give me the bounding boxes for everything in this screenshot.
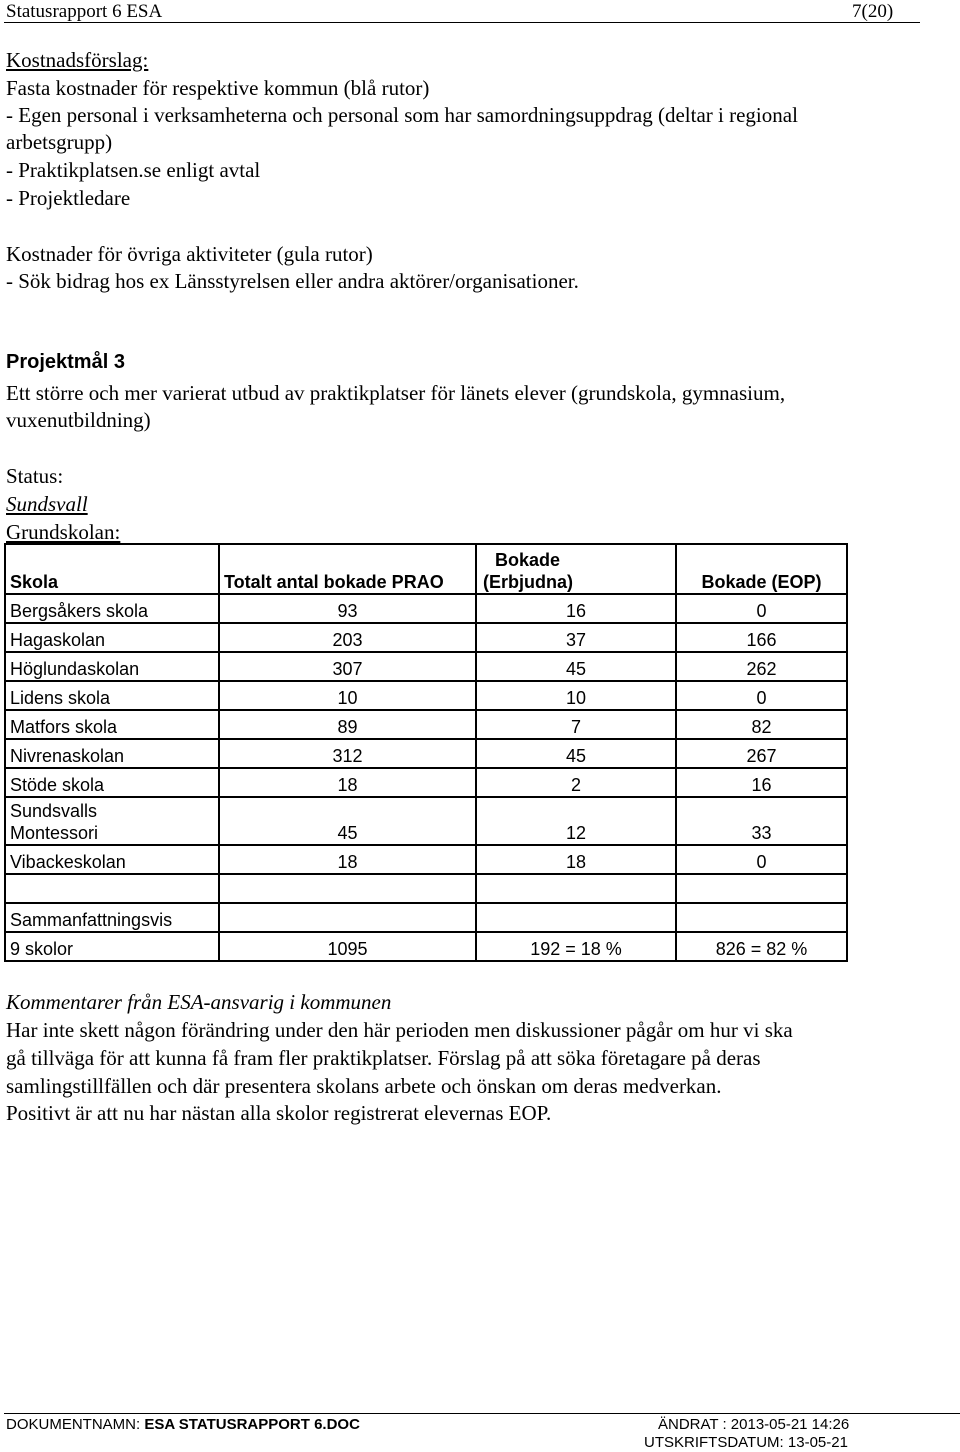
cell-summary-label: Sammanfattningsvis [5, 903, 219, 932]
cell-summary-offered: 192 = 18 % [476, 932, 676, 961]
cell-total: 307 [219, 652, 476, 681]
table-row [5, 768, 847, 797]
cell-total: 203 [219, 623, 476, 652]
cell-empty [476, 903, 676, 932]
header-booked-eop: Bokade (EOP) [676, 544, 847, 594]
other-costs-line: Kostnader för övriga aktiviteter (gula rutor) [6, 242, 373, 266]
costs-line: arbetsgrupp) [6, 130, 113, 154]
cell-summary-eop: 826 = 82 % [676, 932, 847, 961]
cell-offered: 16 [476, 594, 676, 623]
cell-eop: 0 [676, 594, 847, 623]
cell-empty [476, 874, 676, 903]
page-number: 7(20) [852, 1, 894, 22]
cell-empty [676, 874, 847, 903]
footer-doc-label: DOKUMENTNAMN: [6, 1416, 145, 1433]
footer-rule [4, 1413, 960, 1414]
cell-eop: 0 [676, 845, 847, 874]
comments-line: Positivt är att nu har nästan alla skolor registrerat elevernas EOP. [6, 1101, 552, 1125]
cell-empty [5, 874, 219, 903]
footer-printed: UTSKRIFTSDATUM: 13-05-21 [644, 1434, 848, 1451]
cell-offered: 2 [476, 768, 676, 797]
cell-eop: 262 [676, 652, 847, 681]
comments-line: gå tillväga för att kunna få fram fler praktikplatser. Förslag på att söka företagare på deras [6, 1046, 761, 1070]
costs-line: - Praktikplatsen.se enligt avtal [6, 158, 261, 182]
table-row-summary-label [5, 903, 847, 932]
cell-offered: 18 [476, 845, 676, 874]
header-booked-offered-line1: Bokade [495, 550, 561, 570]
cell-school: Nivrenaskolan [5, 739, 219, 768]
cell-school: Stöde skola [5, 768, 219, 797]
cell-school: Bergsåkers skola [5, 594, 219, 623]
cell-school: Sundsvalls Montessori [5, 797, 219, 845]
comments-heading: Kommentarer från ESA-ansvarig i kommunen [6, 990, 392, 1014]
cell-offered: 45 [476, 739, 676, 768]
cell-school: Höglundaskolan [5, 652, 219, 681]
goal-title: Projektmål 3 [6, 351, 125, 373]
header-booked-offered-line2: (Erbjudna) [483, 572, 573, 592]
table-row [5, 797, 847, 845]
header-booked-offered [476, 544, 676, 594]
cell-eop: 16 [676, 768, 847, 797]
header-rule [4, 22, 920, 23]
footer-changed: ÄNDRAT : 2013-05-21 14:26 [658, 1416, 850, 1433]
cell-eop: 0 [676, 681, 847, 710]
table-row [5, 845, 847, 874]
table-row [5, 594, 847, 623]
cell-summary-total: 1095 [219, 932, 476, 961]
municipality-name: Sundsvall [6, 492, 88, 516]
cell-eop: 33 [676, 797, 847, 845]
cell-summary-school: 9 skolor [5, 932, 219, 961]
school-level-label: Grundskolan: [6, 520, 121, 544]
cell-total: 45 [219, 797, 476, 845]
cell-eop: 82 [676, 710, 847, 739]
cell-school: Hagaskolan [5, 623, 219, 652]
header-school: Skola [5, 544, 219, 594]
cell-total: 93 [219, 594, 476, 623]
cell-eop: 267 [676, 739, 847, 768]
comments-line: samlingstillfällen och där presentera skolans arbete och önskan om deras medverkan. [6, 1074, 722, 1098]
header-doc-title: Statusrapport 6 ESA [6, 1, 163, 22]
cell-empty [219, 874, 476, 903]
cell-school: Matfors skola [5, 710, 219, 739]
cell-offered: 7 [476, 710, 676, 739]
page-header-title [6, 0, 162, 24]
cell-offered: 45 [476, 652, 676, 681]
goal-text-line: Ett större och mer varierat utbud av praktikplatser för länets elever (grundskola, gymnasium, [6, 381, 786, 405]
cell-total: 10 [219, 681, 476, 710]
cell-eop: 166 [676, 623, 847, 652]
cell-total: 312 [219, 739, 476, 768]
cell-offered: 37 [476, 623, 676, 652]
footer-document-name [6, 1416, 360, 1434]
table-row-summary [5, 932, 847, 961]
cell-school: Vibackeskolan [5, 845, 219, 874]
status-label: Status: [6, 464, 64, 488]
other-costs-line: - Sök bidrag hos ex Länsstyrelsen eller andra aktörer/organisationer. [6, 269, 579, 293]
costs-line: - Projektledare [6, 186, 131, 210]
table-row-empty [5, 874, 847, 903]
cell-offered: 12 [476, 797, 676, 845]
footer-doc-name: ESA STATUSRAPPORT 6.DOC [144, 1416, 360, 1433]
cell-offered: 10 [476, 681, 676, 710]
cell-empty [676, 903, 847, 932]
cell-total: 18 [219, 845, 476, 874]
comments-line: Har inte skett någon förändring under den här perioden men diskussioner pågår om hur vi ska [6, 1018, 793, 1042]
goal-text-line: vuxenutbildning) [6, 408, 151, 432]
table-row [5, 739, 847, 768]
table-row [5, 623, 847, 652]
costs-heading: Kostnadsförslag: [6, 48, 149, 72]
header-total: Totalt antal bokade PRAO [219, 544, 476, 594]
cell-total: 89 [219, 710, 476, 739]
cell-school: Lidens skola [5, 681, 219, 710]
costs-line: Fasta kostnader för respektive kommun (blå rutor) [6, 76, 430, 100]
cell-total: 18 [219, 768, 476, 797]
costs-line: - Egen personal i verksamheterna och personal som har samordningsuppdrag (deltar i regional [6, 103, 798, 127]
cell-empty [219, 903, 476, 932]
table-row [5, 652, 847, 681]
table-row [5, 710, 847, 739]
prao-table [4, 543, 848, 962]
table-row [5, 681, 847, 710]
table-header-row [5, 544, 847, 594]
